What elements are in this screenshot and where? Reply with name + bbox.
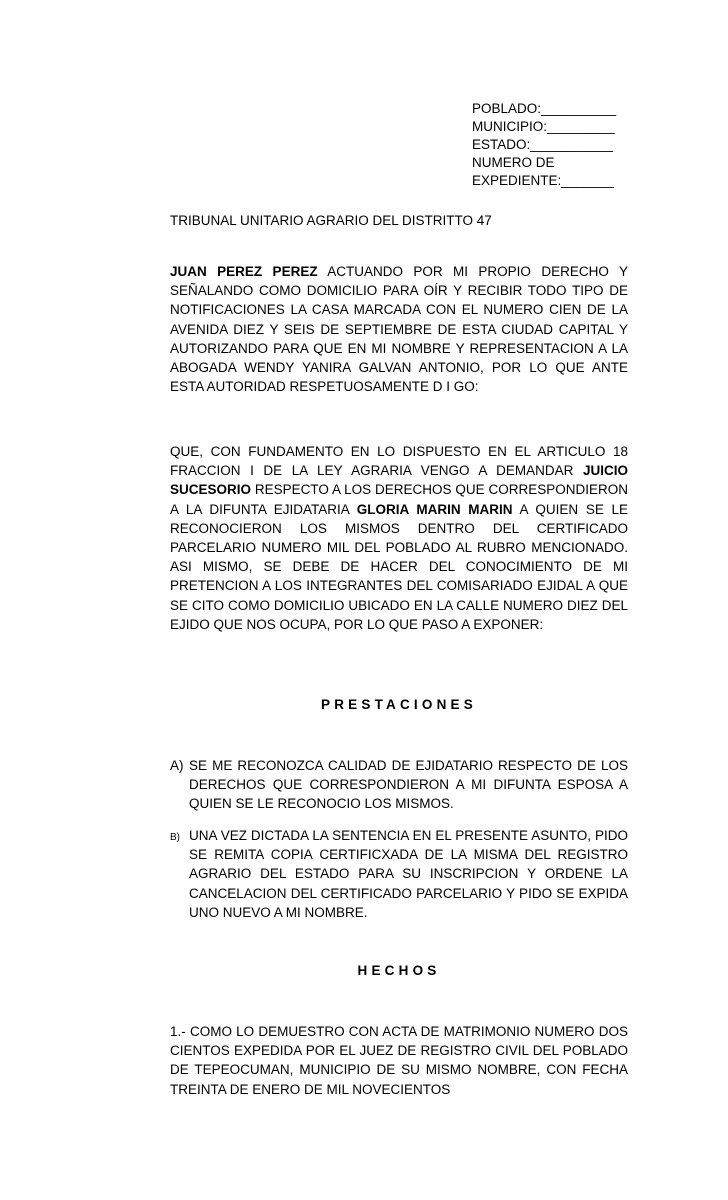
plaintiff-name: JUAN PEREZ PEREZ xyxy=(170,264,318,279)
expediente-field: EXPEDIENTE:_______ xyxy=(472,173,614,188)
prestacion-text: SE ME RECONOZCA CALIDAD DE EJIDATARIO RESPECTO DE LOS DERECHOS QUE CORRESPONDIERON A MI DIFUNTA ESPOSA A QUIEN SE LE RECONOCIO LOS MISMOS. xyxy=(189,758,628,812)
hechos-heading: HECHOS xyxy=(357,963,441,978)
demand-text-3: A QUIEN SE LE RECONOCIERON LOS MISMOS DENTRO DEL CERTIFICADO PARCELARIO NUMERO MIL DEL POBLADO AL RUBRO MENCIONADO. ASI MISMO, SE DEBE DE HACER DEL CONOCIMIENTO DE MI PRETENCION A LOS INTEGRANTES DEL COMISARIADO EJIDAL A QUE SE CITO COMO DOMICILIO UBICADO EN LA CALLE NUMERO DIEZ DEL EJIDO QUE NOS OCUPA, POR LO QUE PASO A EXPONER: xyxy=(170,501,629,632)
demand-text-1: QUE, CON FUNDAMENTO EN LO DISPUESTO EN EL ARTICULO 18 FRACCION I DE LA LEY AGRARIA VENGO A DEMANDAR xyxy=(170,444,628,479)
demand-bold-deceased: GLORIA MARIN MARIN xyxy=(356,501,513,517)
estado-field: ESTADO:___________ xyxy=(472,137,613,152)
hecho-paragraph-1: 1.- COMO LO DEMUESTRO CON ACTA DE MATRIMONIO NUMERO DOS CIENTOS EXPEDIDA POR EL JUEZ DE REGISTRO CIVIL DEL POBLADO DE TEPEOCUMAN, MUNICIPIO DE SU MISMO NOMBRE, CON FECHA TREINTA DE ENERO DE MIL NOVECIENTOS xyxy=(170,1024,628,1097)
demand-paragraph xyxy=(170,442,628,634)
prestacion-text: UNA VEZ DICTADA LA SENTENCIA EN EL PRESENTE ASUNTO, PIDO SE REMITA COPIA CERTIFICXADA DE LA MISMA DEL REGISTRO AGRARIO DEL ESTADO PARA SU INSCRIPCION Y ORDENE LA CANCELACION DEL CERTIFICADO PARCELARIO Y PIDO SE EXPIDA UNO NUEVO A MI NOMBRE. xyxy=(189,828,628,920)
prestacion-item-b xyxy=(170,826,628,922)
court-name: TRIBUNAL UNITARIO AGRARIO DEL DISTRITTO 47 xyxy=(170,213,492,228)
prestacion-item-a xyxy=(170,756,628,814)
list-marker: B) xyxy=(170,832,180,843)
poblado-field: POBLADO:__________ xyxy=(472,101,617,116)
intro-text: ACTUANDO POR MI PROPIO DERECHO Y SEÑALANDO COMO DOMICILIO PARA OÍR Y RECIBIR TODO TIPO DE NOTIFICACIONES LA CASA MARCADA CON EL NUMERO CIEN DE LA AVENIDA DIEZ Y SEIS DE SEPTIEMBRE DE ESTA CIUDAD CAPITAL Y AUTORIZANDO PARA QUE EN MI NOMBRE Y REPRESENTACION A LA ABOGADA WENDY YANIRA GALVAN ANTONIO, POR LO QUE ANTE ESTA AUTORIDAD RESPETUOSAMENTE D I GO: xyxy=(170,264,628,395)
list-marker: A) xyxy=(170,758,184,773)
numero-de-label: NUMERO DE xyxy=(472,155,555,170)
prestaciones-heading: PRESTACIONES xyxy=(321,697,477,712)
demand-text-2: RESPECTO A LOS DERECHOS QUE CORRESPONDIERON A LA DIFUNTA EJIDATARIA xyxy=(170,482,628,517)
case-header xyxy=(472,100,642,190)
municipio-field: MUNICIPIO:_________ xyxy=(472,119,615,134)
demand-bold-juicio: JUICIO SUCESORIO xyxy=(170,463,628,498)
intro-paragraph xyxy=(170,262,628,396)
